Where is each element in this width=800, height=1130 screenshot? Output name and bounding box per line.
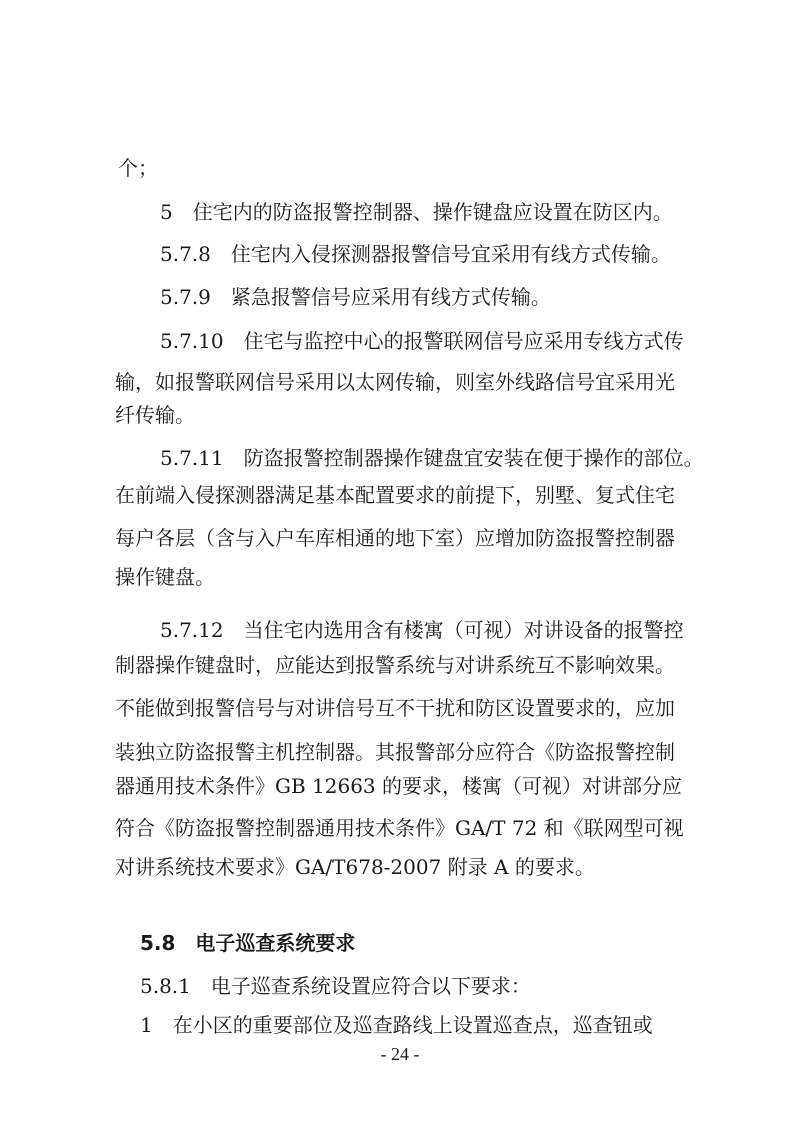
clause-5-7-11-line-4: 操作键盘。 — [115, 565, 215, 589]
clause-5-7-10-line-3: 纤传输。 — [115, 403, 195, 427]
clause-5-7-12-line-3: 不能做到报警信号与对讲信号互不干扰和防区设置要求的，应加 — [115, 696, 675, 720]
clause-5-7-11-line-2: 在前端入侵探测器满足基本配置要求的前提下，别墅、复式住宅 — [115, 483, 675, 507]
clause-5-7-11-line-3: 每户各层（含与入户车库相通的地下室）应增加防盗报警控制器 — [115, 526, 675, 550]
clause-5-7-10-line-2: 输，如报警联网信号采用以太网传输，则室外线路信号宜采用光 — [115, 370, 675, 394]
clause-5-7-8: 5.7.8 住宅内入侵探测器报警信号宜采用有线方式传输。 — [160, 242, 671, 266]
clause-5-8-1: 5.8.1 电子巡查系统设置应符合以下要求： — [140, 974, 531, 998]
clause-5-7-12-line-1: 5.7.12 当住宅内选用含有楼寓（可视）对讲设备的报警控 — [160, 618, 684, 642]
clause-5-7-12-line-7: 对讲系统技术要求》GA/T678-2007 附录 A 的要求。 — [115, 855, 595, 879]
clause-5-7-12-line-2: 制器操作键盘时，应能达到报警系统与对讲系统互不影响效果。 — [115, 653, 675, 677]
clause-5-7-10-line-1: 5.7.10 住宅与监控中心的报警联网信号应采用专线方式传 — [160, 329, 684, 353]
list-item-5: 5 住宅内的防盗报警控制器、操作键盘应设置在防区内。 — [160, 200, 673, 224]
text-line-continuation: 个； — [118, 156, 158, 180]
list-item-1: 1 在小区的重要部位及巡查路线上设置巡查点，巡查钮或 — [140, 1013, 653, 1037]
clause-5-7-11-line-1: 5.7.11 防盗报警控制器操作键盘宜安装在便于操作的部位。 — [160, 446, 704, 470]
page-number: - 24 - — [380, 1044, 420, 1064]
clause-5-7-12-line-5: 器通用技术条件》GB 12663 的要求，楼寓（可视）对讲部分应 — [115, 774, 683, 798]
clause-5-7-12-line-6: 符合《防盗报警控制器通用技术条件》GA/T 72 和《联网型可视 — [115, 816, 684, 840]
section-heading-5-8: 5.8 电子巡查系统要求 — [140, 931, 356, 955]
clause-5-7-9: 5.7.9 紧急报警信号应采用有线方式传输。 — [160, 285, 551, 309]
clause-5-7-12-line-4: 装独立防盗报警主机控制器。其报警部分应符合《防盗报警控制 — [115, 740, 675, 764]
